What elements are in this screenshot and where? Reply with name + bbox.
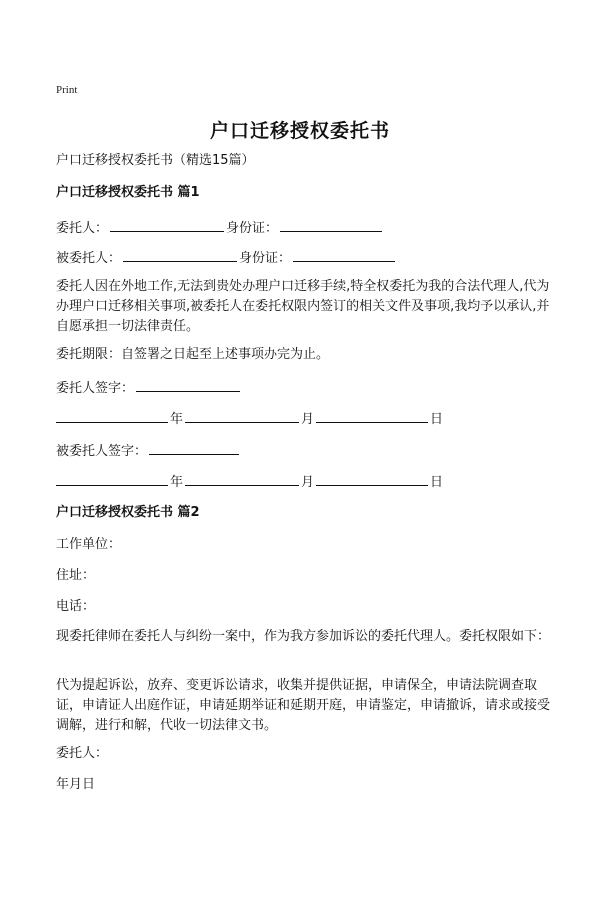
page-title: 户口迁移授权委托书 [209, 120, 390, 142]
agent-date-row [56, 472, 443, 492]
agent-row [56, 248, 397, 268]
principal-sign-blank[interactable] [136, 378, 240, 392]
day-blank[interactable] [316, 409, 428, 423]
print-link[interactable]: Print [56, 84, 78, 96]
section2-principal: 委托人： [56, 746, 109, 761]
principal-id-blank[interactable] [280, 218, 382, 232]
principal-row [56, 218, 384, 238]
agent-sign-blank[interactable] [149, 441, 239, 455]
principal-sign-label: 委托人签字： [56, 381, 135, 396]
section2-intro: 现委托律师在委托人与纠纷一案中，作为我方参加诉讼的委托代理人。委托权限如下： [56, 629, 551, 644]
section2-date: 年月日 [56, 777, 96, 792]
principal-sign-row [56, 378, 242, 398]
phone-line: 电话： [56, 599, 96, 614]
document-subtitle: 户口迁移授权委托书（精选15篇） [56, 153, 255, 168]
year-blank[interactable] [56, 409, 168, 423]
agent-sign-label: 被委托人签字： [56, 444, 148, 459]
agent-label: 被委托人： [56, 251, 122, 266]
agent-day-label: 日 [430, 475, 444, 490]
agent-sign-row [56, 441, 241, 461]
section1-body: 委托人因在外地工作,无法到贵处办理户口迁移手续,特全权委托为我的合法代理人,代为办理户口迁移相关事项,被委托人在委托权限内签订的相关文件及事项,我均予以承认,并自愿承担一切法律责任。 [56, 279, 550, 334]
id-label: 身份证： [226, 221, 279, 236]
address-line: 住址： [56, 568, 96, 583]
agent-id-label: 身份证： [239, 251, 292, 266]
agent-id-blank[interactable] [293, 248, 395, 262]
section2-powers: 代为提起诉讼，放弃、变更诉讼请求，收集并提供证据，申请保全，申请法院调查取证，申请证人出庭作证，申请延期举证和延期开庭，申请鉴定，申请撤诉，请求或接受调解，进行和解，代收一切法律文书。 [56, 678, 551, 733]
agent-day-blank[interactable] [316, 472, 428, 486]
agent-year-blank[interactable] [56, 472, 168, 486]
principal-label: 委托人： [56, 221, 109, 236]
year-label: 年 [170, 412, 184, 427]
agent-year-label: 年 [170, 475, 184, 490]
principal-date-row [56, 409, 443, 429]
entrust-period: 委托期限：自签署之日起至上述事项办完为止。 [56, 347, 330, 362]
month-blank[interactable] [185, 409, 299, 423]
agent-month-blank[interactable] [185, 472, 299, 486]
day-label: 日 [430, 412, 444, 427]
principal-name-blank[interactable] [110, 218, 224, 232]
section2-heading: 户口迁移授权委托书 篇2 [56, 505, 200, 520]
work-unit-line: 工作单位： [56, 537, 122, 552]
month-label: 月 [301, 412, 315, 427]
agent-month-label: 月 [301, 475, 315, 490]
section1-heading: 户口迁移授权委托书 篇1 [56, 185, 200, 200]
agent-name-blank[interactable] [123, 248, 237, 262]
